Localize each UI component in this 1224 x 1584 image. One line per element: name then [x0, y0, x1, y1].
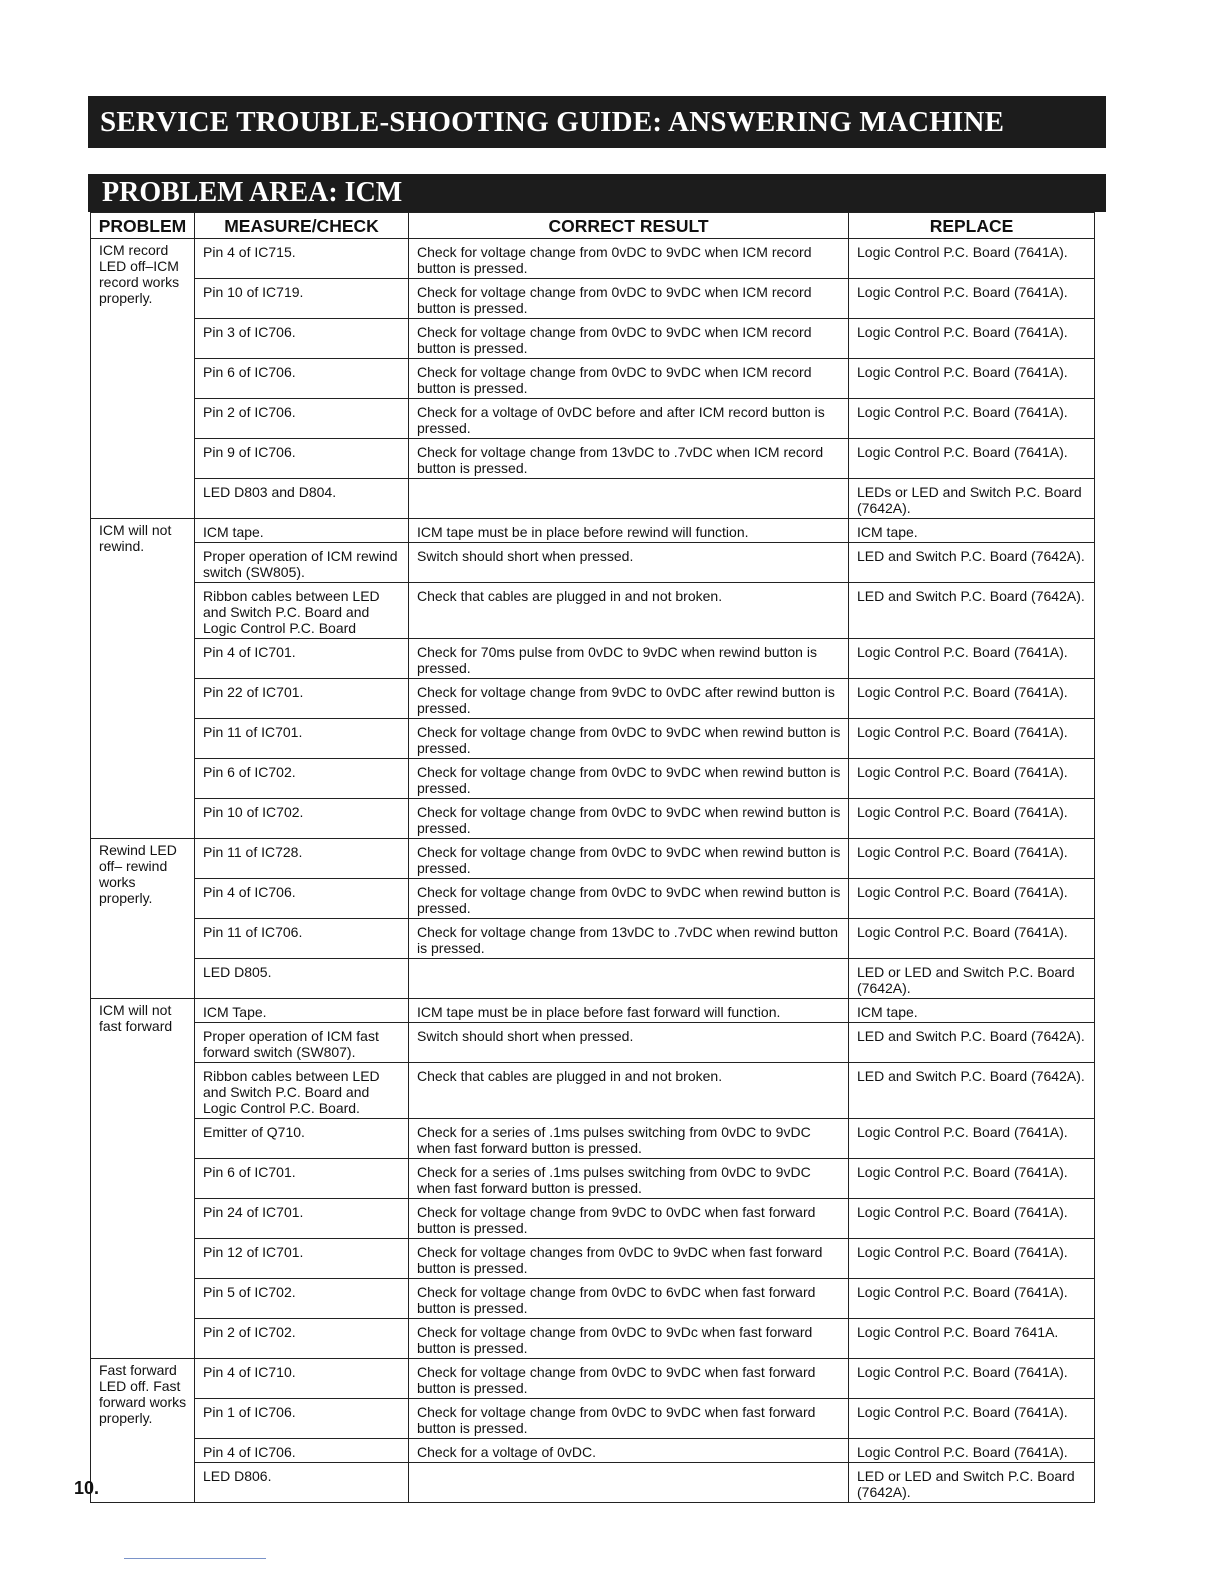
footer-divider	[124, 1558, 266, 1559]
problem-cell: Fast forward LED off. Fast forward works properly.	[91, 1359, 195, 1503]
result-cell: Switch should short when pressed.	[409, 543, 849, 583]
measure-cell: Pin 11 of IC728.	[195, 839, 409, 879]
table-row	[91, 1199, 1095, 1239]
replace-cell: ICM tape.	[849, 999, 1095, 1023]
result-cell	[409, 1463, 849, 1503]
result-cell: Check that cables are plugged in and not broken.	[409, 583, 849, 639]
result-cell	[409, 479, 849, 519]
measure-cell: Pin 6 of IC706.	[195, 359, 409, 399]
replace-cell: LED or LED and Switch P.C. Board (7642A).	[849, 1463, 1095, 1503]
measure-cell: Pin 5 of IC702.	[195, 1279, 409, 1319]
result-cell: Check for voltage change from 0vDC to 6vDC when fast forward button is pressed.	[409, 1279, 849, 1319]
replace-cell: Logic Control P.C. Board (7641A).	[849, 1239, 1095, 1279]
replace-cell: Logic Control P.C. Board (7641A).	[849, 1199, 1095, 1239]
table-row	[91, 1063, 1095, 1119]
measure-cell: Proper operation of ICM rewind switch (SW805).	[195, 543, 409, 583]
replace-cell: LEDs or LED and Switch P.C. Board (7642A).	[849, 479, 1095, 519]
table-row	[91, 279, 1095, 319]
measure-cell: Pin 11 of IC706.	[195, 919, 409, 959]
result-cell: Check for voltage change from 0vDC to 9vDC when ICM record button is pressed.	[409, 319, 849, 359]
table-row	[91, 759, 1095, 799]
measure-cell: Pin 2 of IC702.	[195, 1319, 409, 1359]
problem-cell: ICM will not fast forward	[91, 999, 195, 1359]
table-row	[91, 1159, 1095, 1199]
result-cell: Check for a voltage of 0vDC.	[409, 1439, 849, 1463]
measure-cell: Pin 6 of IC701.	[195, 1159, 409, 1199]
replace-cell: Logic Control P.C. Board (7641A).	[849, 719, 1095, 759]
result-cell: Check for a series of .1ms pulses switching from 0vDC to 9vDC when fast forward button is pressed.	[409, 1119, 849, 1159]
replace-cell: Logic Control P.C. Board (7641A).	[849, 279, 1095, 319]
column-header-result: CORRECT RESULT	[409, 213, 849, 239]
replace-cell: ICM tape.	[849, 519, 1095, 543]
table-row	[91, 439, 1095, 479]
measure-cell: Pin 10 of IC702.	[195, 799, 409, 839]
result-cell	[409, 959, 849, 999]
troubleshooting-table	[90, 212, 1095, 1503]
table-row	[91, 519, 1095, 543]
table-row	[91, 399, 1095, 439]
measure-cell: Pin 24 of IC701.	[195, 1199, 409, 1239]
result-cell: Check for a series of .1ms pulses switching from 0vDC to 9vDC when fast forward button is pressed.	[409, 1159, 849, 1199]
measure-cell: ICM tape.	[195, 519, 409, 543]
measure-cell: Pin 22 of IC701.	[195, 679, 409, 719]
replace-cell: LED or LED and Switch P.C. Board (7642A).	[849, 959, 1095, 999]
replace-cell: Logic Control P.C. Board (7641A).	[849, 239, 1095, 279]
page-title: SERVICE TROUBLE-SHOOTING GUIDE: ANSWERING MACHINE	[88, 96, 1106, 148]
replace-cell: Logic Control P.C. Board (7641A).	[849, 1159, 1095, 1199]
section-title: PROBLEM AREA: ICM	[88, 174, 1106, 212]
replace-cell: Logic Control P.C. Board (7641A).	[849, 1439, 1095, 1463]
result-cell: Check for voltage change from 0vDC to 9vDC when ICM record button is pressed.	[409, 279, 849, 319]
replace-cell: Logic Control P.C. Board (7641A).	[849, 759, 1095, 799]
result-cell: Check for voltage change from 0vDC to 9vDC when ICM record button is pressed.	[409, 359, 849, 399]
measure-cell: Pin 10 of IC719.	[195, 279, 409, 319]
replace-cell: Logic Control P.C. Board (7641A).	[849, 319, 1095, 359]
replace-cell: Logic Control P.C. Board (7641A).	[849, 439, 1095, 479]
measure-cell: Pin 6 of IC702.	[195, 759, 409, 799]
result-cell: Check for voltage change from 0vDC to 9vDC when rewind button is pressed.	[409, 719, 849, 759]
measure-cell: Pin 12 of IC701.	[195, 1239, 409, 1279]
result-cell: ICM tape must be in place before fast forward will function.	[409, 999, 849, 1023]
replace-cell: LED and Switch P.C. Board (7642A).	[849, 1063, 1095, 1119]
result-cell: Check that cables are plugged in and not broken.	[409, 1063, 849, 1119]
problem-cell: ICM record LED off–ICM record works properly.	[91, 239, 195, 519]
problem-cell: ICM will not rewind.	[91, 519, 195, 839]
replace-cell: Logic Control P.C. Board (7641A).	[849, 839, 1095, 879]
table-row	[91, 479, 1095, 519]
table-row	[91, 359, 1095, 399]
result-cell: Check for voltage change from 9vDC to 0vDC when fast forward button is pressed.	[409, 1199, 849, 1239]
replace-cell: Logic Control P.C. Board (7641A).	[849, 799, 1095, 839]
table-row	[91, 1359, 1095, 1399]
result-cell: Check for a voltage of 0vDC before and after ICM record button is pressed.	[409, 399, 849, 439]
table-row	[91, 839, 1095, 879]
replace-cell: Logic Control P.C. Board (7641A).	[849, 919, 1095, 959]
result-cell: Check for voltage change from 9vDC to 0vDC after rewind button is pressed.	[409, 679, 849, 719]
measure-cell: Pin 2 of IC706.	[195, 399, 409, 439]
result-cell: Check for 70ms pulse from 0vDC to 9vDC when rewind button is pressed.	[409, 639, 849, 679]
table-row	[91, 1439, 1095, 1463]
column-header-measure: MEASURE/CHECK	[195, 213, 409, 239]
measure-cell: ICM Tape.	[195, 999, 409, 1023]
table-row	[91, 639, 1095, 679]
replace-cell: Logic Control P.C. Board (7641A).	[849, 679, 1095, 719]
table-row	[91, 1399, 1095, 1439]
replace-cell: LED and Switch P.C. Board (7642A).	[849, 1023, 1095, 1063]
table-row	[91, 1239, 1095, 1279]
replace-cell: Logic Control P.C. Board (7641A).	[849, 879, 1095, 919]
measure-cell: LED D806.	[195, 1463, 409, 1503]
result-cell: Check for voltage change from 0vDC to 9vDC when fast forward button is pressed.	[409, 1399, 849, 1439]
table-row	[91, 1023, 1095, 1063]
measure-cell: Pin 1 of IC706.	[195, 1399, 409, 1439]
table-row	[91, 1463, 1095, 1503]
table-row	[91, 719, 1095, 759]
measure-cell: Emitter of Q710.	[195, 1119, 409, 1159]
table-row	[91, 583, 1095, 639]
replace-cell: Logic Control P.C. Board (7641A).	[849, 1399, 1095, 1439]
table-row	[91, 319, 1095, 359]
result-cell: Switch should short when pressed.	[409, 1023, 849, 1063]
replace-cell: Logic Control P.C. Board (7641A).	[849, 399, 1095, 439]
result-cell: Check for voltage changes from 0vDC to 9vDC when fast forward button is pressed.	[409, 1239, 849, 1279]
result-cell: Check for voltage change from 0vDC to 9vDC when ICM record button is pressed.	[409, 239, 849, 279]
result-cell: Check for voltage change from 0vDC to 9vDc when fast forward button is pressed.	[409, 1319, 849, 1359]
result-cell: Check for voltage change from 0vDC to 9vDC when rewind button is pressed.	[409, 759, 849, 799]
measure-cell: LED D805.	[195, 959, 409, 999]
result-cell: Check for voltage change from 13vDC to .7vDC when rewind button is pressed.	[409, 919, 849, 959]
table-row	[91, 1279, 1095, 1319]
table-row	[91, 1119, 1095, 1159]
replace-cell: Logic Control P.C. Board 7641A.	[849, 1319, 1095, 1359]
measure-cell: Pin 4 of IC706.	[195, 1439, 409, 1463]
measure-cell: Pin 4 of IC706.	[195, 879, 409, 919]
replace-cell: Logic Control P.C. Board (7641A).	[849, 359, 1095, 399]
measure-cell: Pin 4 of IC701.	[195, 639, 409, 679]
page-number: 10.	[74, 1478, 100, 1498]
measure-cell: Pin 9 of IC706.	[195, 439, 409, 479]
table-row	[91, 879, 1095, 919]
table-row	[91, 799, 1095, 839]
column-header-replace: REPLACE	[849, 213, 1095, 239]
replace-cell: LED and Switch P.C. Board (7642A).	[849, 543, 1095, 583]
table-row	[91, 919, 1095, 959]
measure-cell: Pin 4 of IC715.	[195, 239, 409, 279]
replace-cell: Logic Control P.C. Board (7641A).	[849, 1279, 1095, 1319]
table-row	[91, 1319, 1095, 1359]
table-row	[91, 959, 1095, 999]
result-cell: Check for voltage change from 0vDC to 9vDC when fast forward button is pressed.	[409, 1359, 849, 1399]
result-cell: Check for voltage change from 0vDC to 9vDC when rewind button is pressed.	[409, 839, 849, 879]
problem-cell: Rewind LED off– rewind works properly.	[91, 839, 195, 999]
table-row	[91, 999, 1095, 1023]
measure-cell: Ribbon cables between LED and Switch P.C. Board and Logic Control P.C. Board.	[195, 1063, 409, 1119]
result-cell: ICM tape must be in place before rewind will function.	[409, 519, 849, 543]
table-row	[91, 543, 1095, 583]
measure-cell: Pin 3 of IC706.	[195, 319, 409, 359]
measure-cell: LED D803 and D804.	[195, 479, 409, 519]
replace-cell: LED and Switch P.C. Board (7642A).	[849, 583, 1095, 639]
measure-cell: Pin 4 of IC710.	[195, 1359, 409, 1399]
result-cell: Check for voltage change from 0vDC to 9vDC when rewind button is pressed.	[409, 799, 849, 839]
measure-cell: Pin 11 of IC701.	[195, 719, 409, 759]
table-row	[91, 239, 1095, 279]
table-row	[91, 679, 1095, 719]
column-header-problem: PROBLEM	[91, 213, 195, 239]
replace-cell: Logic Control P.C. Board (7641A).	[849, 1359, 1095, 1399]
result-cell: Check for voltage change from 0vDC to 9vDC when rewind button is pressed.	[409, 879, 849, 919]
measure-cell: Ribbon cables between LED and Switch P.C. Board and Logic Control P.C. Board	[195, 583, 409, 639]
result-cell: Check for voltage change from 13vDC to .7vDC when ICM record button is pressed.	[409, 439, 849, 479]
replace-cell: Logic Control P.C. Board (7641A).	[849, 1119, 1095, 1159]
measure-cell: Proper operation of ICM fast forward switch (SW807).	[195, 1023, 409, 1063]
replace-cell: Logic Control P.C. Board (7641A).	[849, 639, 1095, 679]
